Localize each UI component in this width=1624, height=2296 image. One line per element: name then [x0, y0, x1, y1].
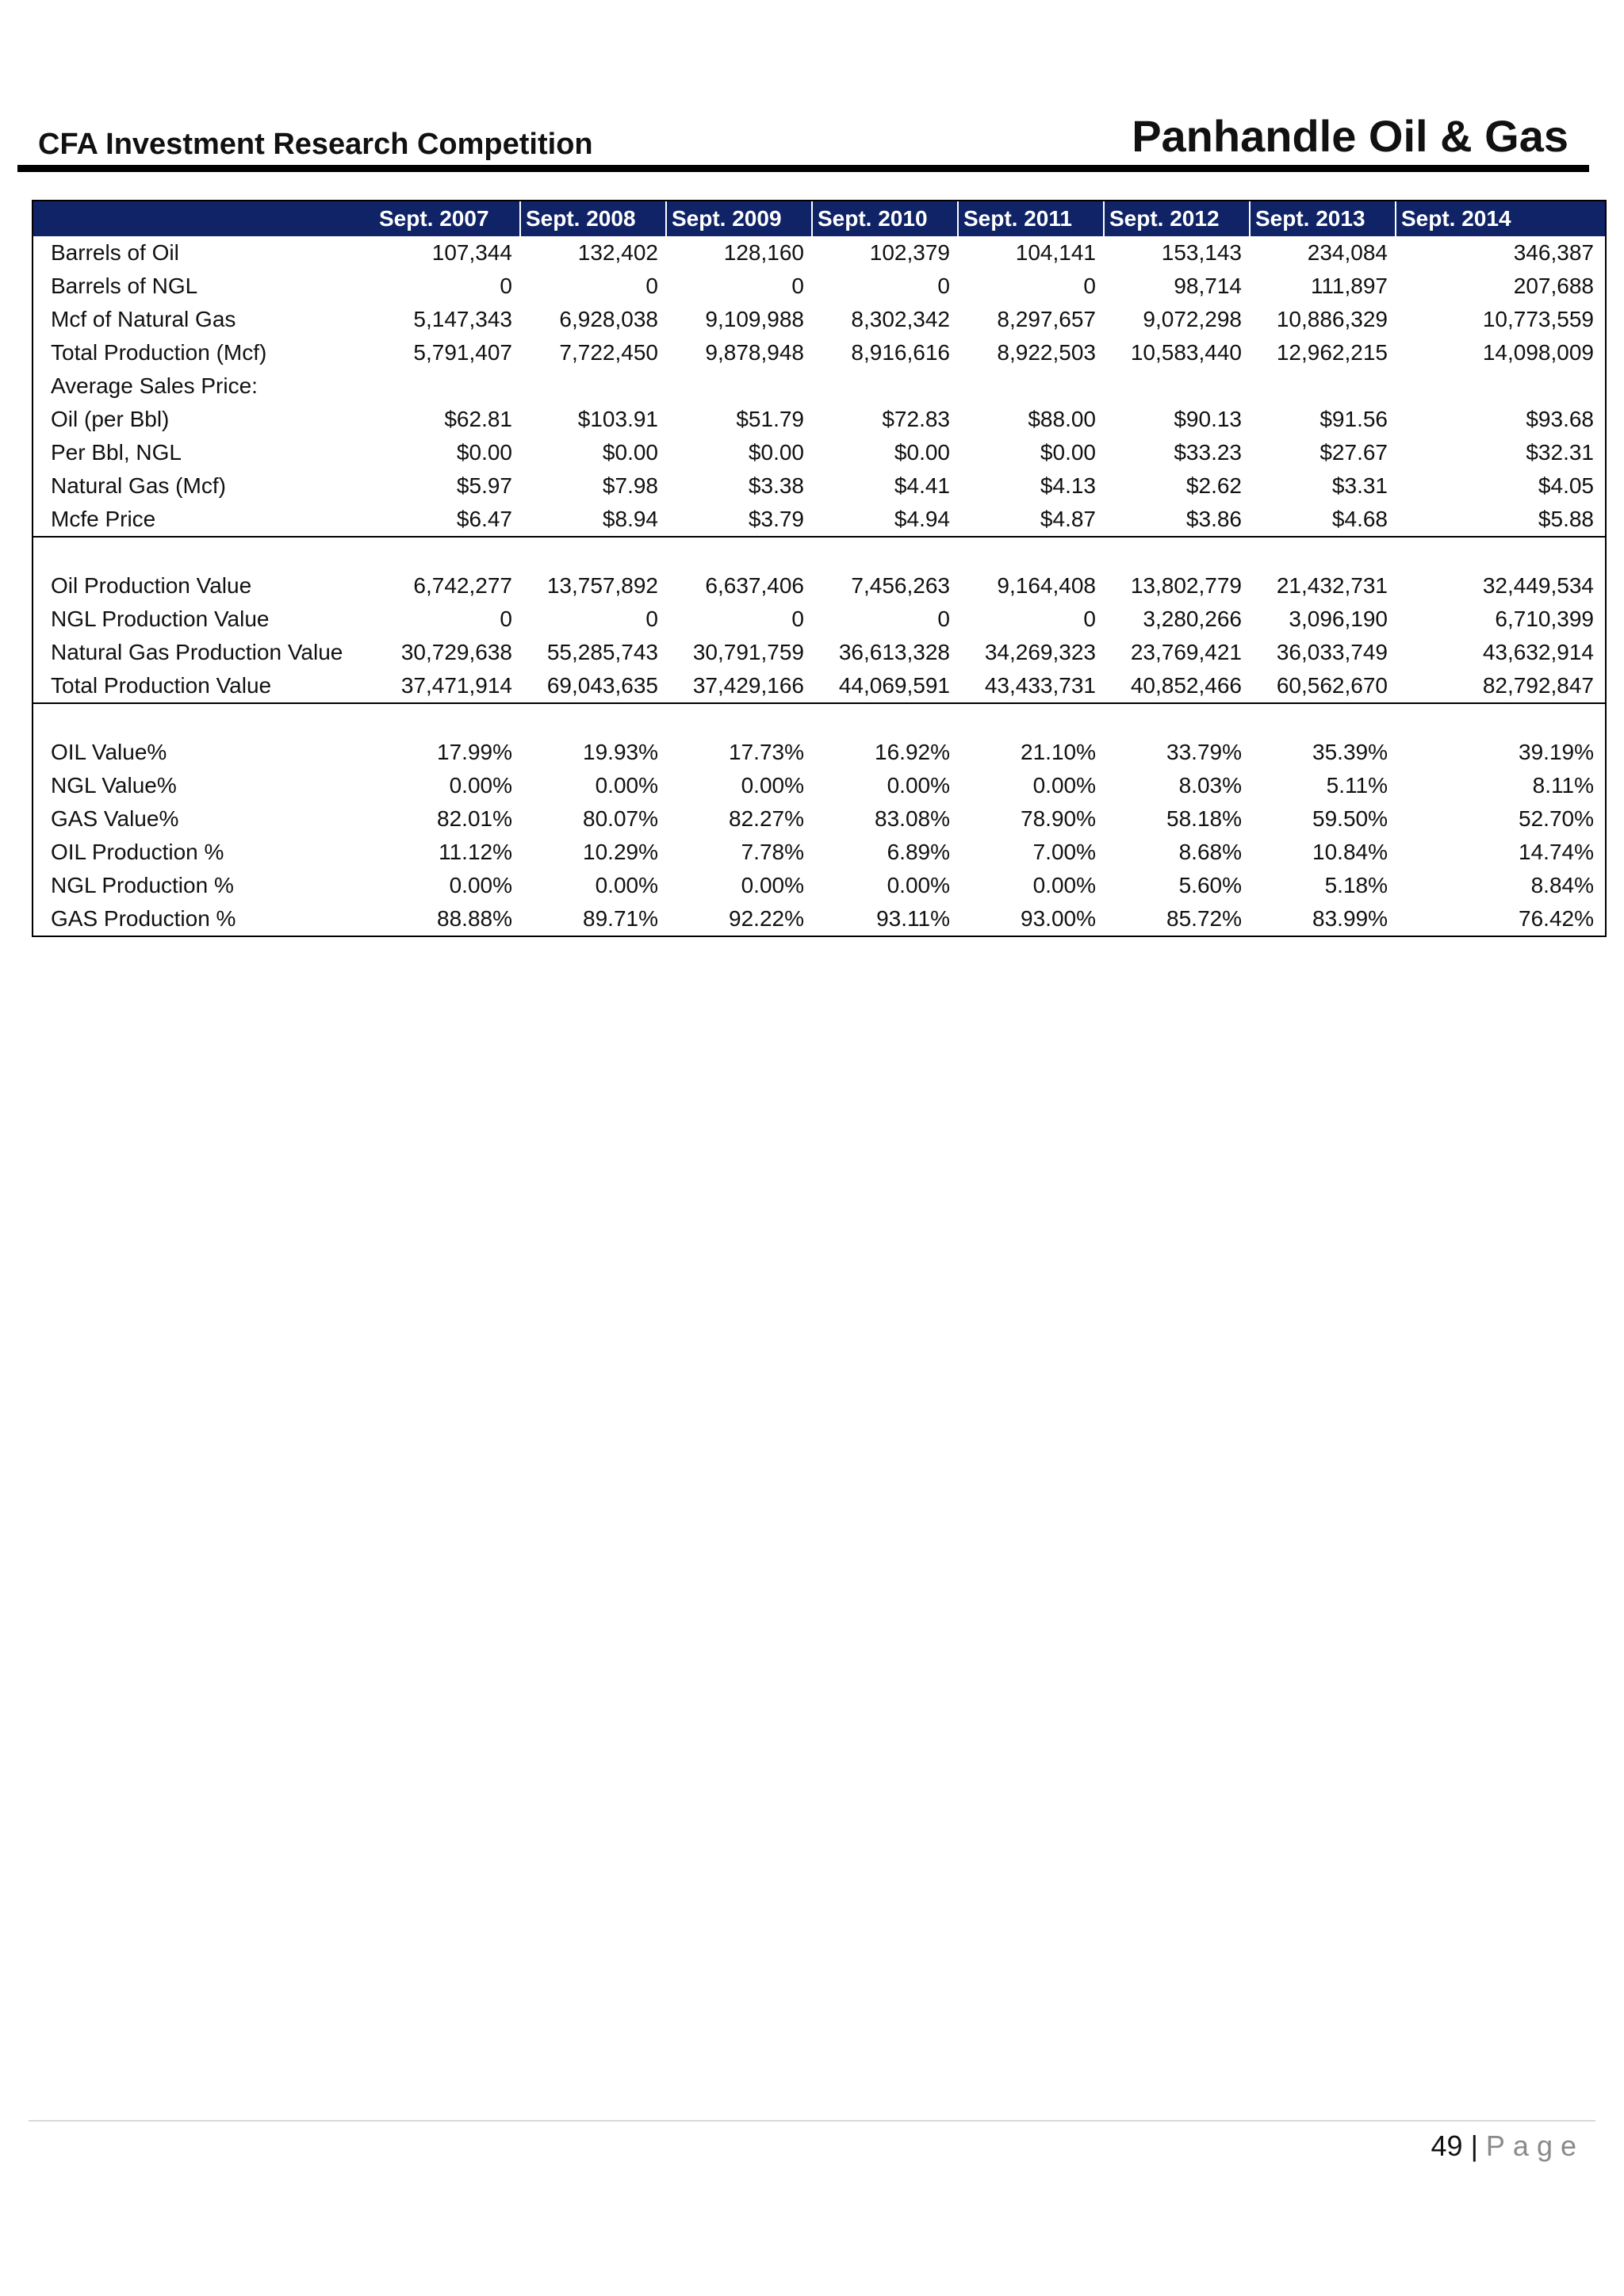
value-cell: 13,802,779	[1130, 573, 1242, 598]
value-cell: 82.01%	[437, 806, 512, 831]
value-cell: 8,922,503	[997, 340, 1096, 365]
value-cell: $32.31	[1526, 440, 1594, 465]
section-separator	[33, 703, 1605, 736]
separator-cell	[33, 703, 1605, 736]
value-cell: 0	[937, 274, 950, 298]
value-cell: 13,757,892	[546, 573, 658, 598]
row-label: Barrels of NGL	[51, 274, 198, 298]
value-cell	[958, 369, 1104, 403]
value-cell: 33.79%	[1166, 740, 1242, 764]
value-cell: 3,280,266	[1143, 607, 1242, 631]
value-cell: 0	[791, 274, 804, 298]
value-cell: $0.00	[456, 440, 512, 465]
row-label: Mcf of Natural Gas	[51, 307, 236, 331]
value-cell: 153,143	[1161, 240, 1242, 265]
row-label: Natural Gas Production Value	[51, 640, 343, 664]
competition-title: CFA Investment Research Competition	[38, 128, 593, 161]
value-cell: 128,160	[723, 240, 804, 265]
value-cell: 6,928,038	[559, 307, 658, 331]
value-cell: 8,297,657	[997, 307, 1096, 331]
value-cell: $3.79	[748, 507, 804, 531]
value-cell: $0.00	[602, 440, 658, 465]
table-row	[33, 469, 1605, 503]
value-cell: 89.71%	[583, 906, 658, 931]
value-cell	[520, 369, 666, 403]
row-label: Per Bbl, NGL	[51, 440, 182, 465]
value-cell: 44,069,591	[838, 673, 950, 698]
column-header: Sept. 2008	[520, 201, 666, 236]
row-label: Barrels of Oil	[51, 240, 179, 265]
value-cell: 111,897	[1310, 274, 1388, 298]
value-cell: 36,033,749	[1276, 640, 1388, 664]
value-cell: 7,456,263	[851, 573, 950, 598]
table-row	[33, 270, 1605, 303]
value-cell	[1250, 369, 1396, 403]
value-cell: 0	[1083, 607, 1096, 631]
table-row	[33, 436, 1605, 469]
value-cell: $0.00	[1040, 440, 1096, 465]
value-cell: 0.00%	[595, 873, 658, 897]
table-row	[33, 569, 1605, 603]
value-cell: 0.00%	[741, 773, 804, 798]
table-row	[33, 603, 1605, 636]
header-blank-cell	[33, 201, 374, 236]
value-cell: 0.00%	[741, 873, 804, 897]
value-cell: 6,742,277	[413, 573, 512, 598]
value-cell: 40,852,466	[1130, 673, 1242, 698]
value-cell: $93.68	[1526, 407, 1594, 431]
value-cell: 43,632,914	[1482, 640, 1594, 664]
value-cell: 36,613,328	[838, 640, 950, 664]
value-cell: 17.73%	[729, 740, 804, 764]
value-cell: 12,962,215	[1276, 340, 1388, 365]
row-label: Oil Production Value	[51, 573, 252, 598]
page-footer	[1431, 2130, 1584, 2163]
value-cell: 16.92%	[875, 740, 950, 764]
production-table-container	[32, 200, 1607, 937]
value-cell: 98,714	[1174, 274, 1242, 298]
value-cell	[1104, 369, 1250, 403]
value-cell: 0	[791, 607, 804, 631]
table-row	[33, 636, 1605, 669]
value-cell: 8.68%	[1178, 840, 1242, 864]
table-body	[33, 236, 1605, 936]
value-cell: $4.13	[1040, 473, 1096, 498]
value-cell: 8.03%	[1178, 773, 1242, 798]
column-header: Sept. 2011	[958, 201, 1104, 236]
value-cell: 0	[500, 607, 512, 631]
value-cell: $6.47	[456, 507, 512, 531]
value-cell: $3.86	[1185, 507, 1242, 531]
value-cell: 34,269,323	[984, 640, 1096, 664]
value-cell: 11.12%	[439, 840, 512, 864]
value-cell: $3.38	[748, 473, 804, 498]
value-cell: 83.08%	[875, 806, 950, 831]
column-header: Sept. 2014	[1396, 201, 1605, 236]
column-header: Sept. 2013	[1250, 201, 1396, 236]
row-label: Natural Gas (Mcf)	[51, 473, 226, 498]
value-cell: 0	[645, 607, 658, 631]
value-cell: 35.39%	[1312, 740, 1388, 764]
value-cell: 8.84%	[1530, 873, 1594, 897]
value-cell: 207,688	[1513, 274, 1594, 298]
value-cell: 14.74%	[1519, 840, 1594, 864]
value-cell: 93.11%	[876, 906, 950, 931]
value-cell: 52.70%	[1519, 806, 1594, 831]
row-label: NGL Production %	[51, 873, 234, 897]
value-cell: 55,285,743	[546, 640, 658, 664]
value-cell: 78.90%	[1021, 806, 1096, 831]
row-label: NGL Value%	[51, 773, 177, 798]
value-cell: 21.10%	[1021, 740, 1096, 764]
value-cell: 37,471,914	[400, 673, 512, 698]
value-cell: 82.27%	[729, 806, 804, 831]
value-cell: 9,072,298	[1143, 307, 1242, 331]
value-cell: 5,147,343	[413, 307, 512, 331]
value-cell: $91.56	[1320, 407, 1388, 431]
value-cell: 14,098,009	[1482, 340, 1594, 365]
value-cell: $4.68	[1331, 507, 1388, 531]
value-cell: 3,096,190	[1289, 607, 1388, 631]
value-cell: 60,562,670	[1276, 673, 1388, 698]
value-cell: 7.00%	[1032, 840, 1096, 864]
table-row	[33, 902, 1605, 936]
value-cell: 19.93%	[583, 740, 658, 764]
value-cell: 9,164,408	[997, 573, 1096, 598]
value-cell: $4.94	[894, 507, 950, 531]
value-cell: 107,344	[431, 240, 512, 265]
value-cell: 102,379	[869, 240, 950, 265]
value-cell: 10,583,440	[1130, 340, 1242, 365]
value-cell: 5.11%	[1326, 773, 1388, 798]
footer-divider	[29, 2120, 1595, 2122]
value-cell: 10,886,329	[1276, 307, 1388, 331]
table-row	[33, 336, 1605, 369]
value-cell: 0.00%	[449, 873, 512, 897]
section-separator	[33, 537, 1605, 569]
value-cell: 39.19%	[1519, 740, 1594, 764]
company-title: Panhandle Oil & Gas	[1132, 111, 1568, 161]
row-label: Total Production Value	[51, 673, 272, 698]
value-cell: 30,729,638	[400, 640, 512, 664]
value-cell: $4.05	[1538, 473, 1594, 498]
value-cell: 82,792,847	[1482, 673, 1594, 698]
value-cell: 7,722,450	[559, 340, 658, 365]
value-cell: 88.88%	[437, 906, 512, 931]
table-row	[33, 369, 1605, 403]
value-cell: 6.89%	[887, 840, 950, 864]
page-separator: |	[1470, 2130, 1478, 2162]
value-cell: 9,109,988	[705, 307, 804, 331]
value-cell: 23,769,421	[1130, 640, 1242, 664]
value-cell: $103.91	[577, 407, 658, 431]
column-header: Sept. 2007	[374, 201, 520, 236]
value-cell	[374, 369, 520, 403]
value-cell: 80.07%	[583, 806, 658, 831]
value-cell: $0.00	[894, 440, 950, 465]
table-row	[33, 503, 1605, 537]
page-word: Page	[1485, 2130, 1584, 2162]
value-cell: 43,433,731	[984, 673, 1096, 698]
value-cell: 0.00%	[887, 773, 950, 798]
value-cell: $8.94	[602, 507, 658, 531]
value-cell: 0.00%	[1032, 773, 1096, 798]
value-cell: 104,141	[1015, 240, 1096, 265]
value-cell: 6,637,406	[705, 573, 804, 598]
value-cell: 85.72%	[1166, 906, 1242, 931]
value-cell: 0	[645, 274, 658, 298]
value-cell: 234,084	[1307, 240, 1388, 265]
value-cell: $2.62	[1185, 473, 1242, 498]
value-cell: $33.23	[1174, 440, 1242, 465]
value-cell: 93.00%	[1021, 906, 1096, 931]
value-cell: 0	[500, 274, 512, 298]
table-row	[33, 303, 1605, 336]
row-label: Oil (per Bbl)	[51, 407, 170, 431]
value-cell: 10.84%	[1312, 840, 1388, 864]
column-header: Sept. 2010	[812, 201, 958, 236]
value-cell: 6,710,399	[1495, 607, 1594, 631]
value-cell: $5.88	[1538, 507, 1594, 531]
value-cell: 83.99%	[1312, 906, 1388, 931]
value-cell: $0.00	[748, 440, 804, 465]
value-cell: 69,043,635	[546, 673, 658, 698]
column-header: Sept. 2009	[666, 201, 812, 236]
column-header: Sept. 2012	[1104, 201, 1250, 236]
row-label: OIL Value%	[51, 740, 167, 764]
value-cell: 346,387	[1513, 240, 1594, 265]
page-header	[17, 94, 1589, 172]
value-cell: 21,432,731	[1276, 573, 1388, 598]
value-cell: 5,791,407	[413, 340, 512, 365]
value-cell: $72.83	[882, 407, 950, 431]
table-row	[33, 236, 1605, 270]
value-cell: 8,302,342	[851, 307, 950, 331]
value-cell: $7.98	[602, 473, 658, 498]
value-cell	[666, 369, 812, 403]
value-cell: 37,429,166	[692, 673, 804, 698]
value-cell: 0.00%	[449, 773, 512, 798]
value-cell: 7.78%	[741, 840, 804, 864]
value-cell: 132,402	[577, 240, 658, 265]
value-cell: $62.81	[444, 407, 512, 431]
value-cell: 0.00%	[595, 773, 658, 798]
value-cell	[812, 369, 958, 403]
value-cell: 5.60%	[1178, 873, 1242, 897]
row-label: Mcfe Price	[51, 507, 156, 531]
value-cell: 10.29%	[583, 840, 658, 864]
value-cell: 8,916,616	[851, 340, 950, 365]
value-cell: $3.31	[1331, 473, 1388, 498]
table-row	[33, 403, 1605, 436]
value-cell: 30,791,759	[692, 640, 804, 664]
value-cell: 76.42%	[1519, 906, 1594, 931]
value-cell: 5.18%	[1324, 873, 1388, 897]
value-cell	[1396, 369, 1605, 403]
row-label: OIL Production %	[51, 840, 224, 864]
value-cell: 8.11%	[1532, 773, 1594, 798]
value-cell: 0.00%	[1032, 873, 1096, 897]
table-row	[33, 869, 1605, 902]
table-row	[33, 669, 1605, 703]
value-cell: $5.97	[456, 473, 512, 498]
separator-cell	[33, 537, 1605, 569]
row-label: NGL Production Value	[51, 607, 270, 631]
row-label: Total Production (Mcf)	[51, 340, 267, 365]
value-cell: 17.99%	[437, 740, 512, 764]
table-row	[33, 836, 1605, 869]
table-row	[33, 769, 1605, 802]
value-cell: 0	[937, 607, 950, 631]
value-cell: $90.13	[1174, 407, 1242, 431]
value-cell: $27.67	[1320, 440, 1388, 465]
value-cell: 0	[1083, 274, 1096, 298]
value-cell: 32,449,534	[1482, 573, 1594, 598]
row-label: Average Sales Price:	[51, 373, 258, 398]
value-cell: $51.79	[736, 407, 804, 431]
value-cell: 58.18%	[1166, 806, 1242, 831]
table-header-row	[33, 201, 1605, 236]
page-number: 49	[1431, 2130, 1463, 2162]
table-row	[33, 736, 1605, 769]
value-cell: 92.22%	[729, 906, 804, 931]
production-table	[33, 201, 1605, 936]
value-cell: 10,773,559	[1482, 307, 1594, 331]
value-cell: 9,878,948	[705, 340, 804, 365]
value-cell: $4.87	[1040, 507, 1096, 531]
value-cell: $4.41	[894, 473, 950, 498]
row-label: GAS Value%	[51, 806, 179, 831]
value-cell: 0.00%	[887, 873, 950, 897]
table-row	[33, 802, 1605, 836]
value-cell: 59.50%	[1312, 806, 1388, 831]
value-cell: $88.00	[1028, 407, 1096, 431]
row-label: GAS Production %	[51, 906, 236, 931]
